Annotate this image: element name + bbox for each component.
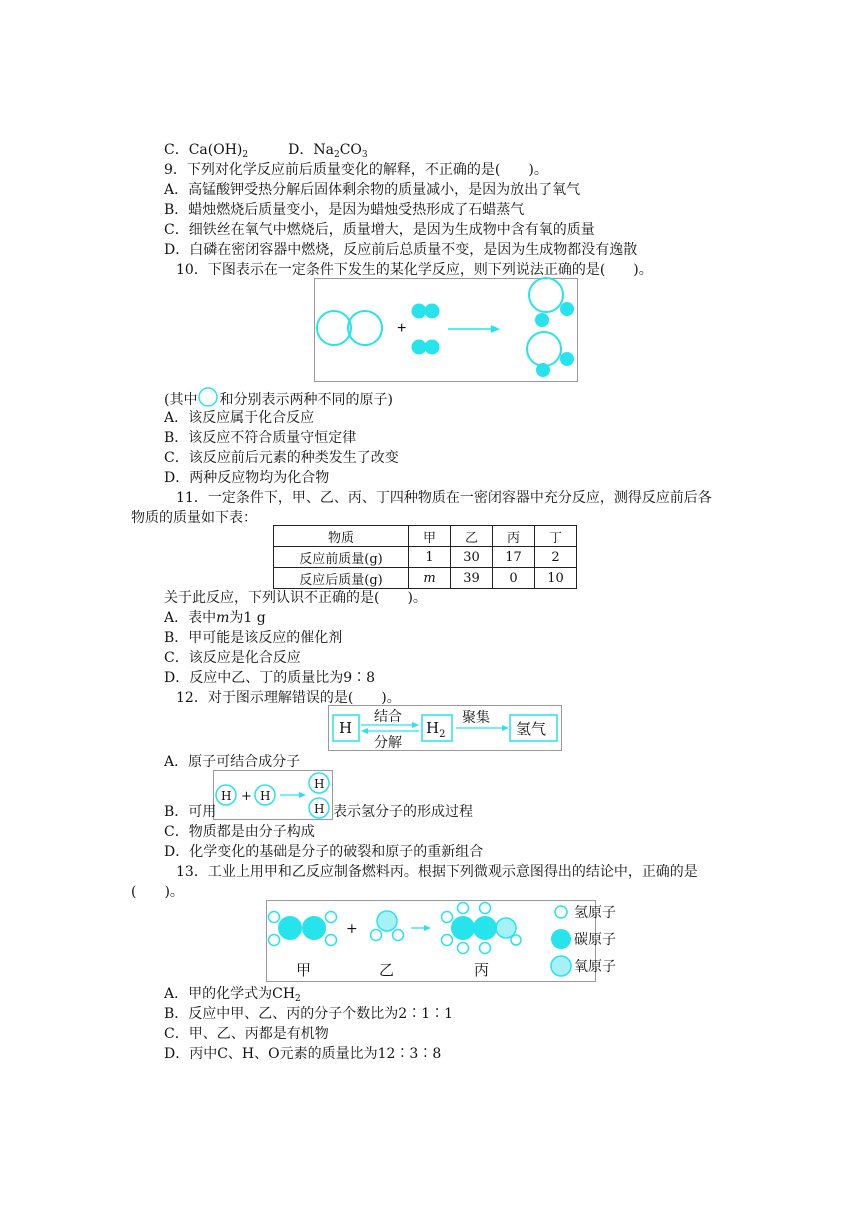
- hydrogen-legend-icon: [555, 906, 567, 918]
- q9-option-b: B．蜡烛燃烧后质量变小，是因为蜡烛受热形成了石蜡蒸气: [164, 202, 525, 218]
- q11-after: 关于此反应，下列认识不正确的是( )。: [164, 590, 427, 606]
- legend-hydrogen: 氢原子: [574, 905, 616, 921]
- hydrogen-atom: [371, 930, 382, 941]
- combine-label: 结合: [374, 709, 402, 725]
- small-atom: [412, 304, 427, 319]
- hydrogen-atom: [480, 903, 491, 914]
- product-small-atom: [536, 363, 550, 377]
- table-cell: 17: [493, 547, 535, 568]
- h-atom-label: H: [314, 777, 325, 791]
- hydrogen-atom: [511, 935, 521, 945]
- q12-hydrogen-diagram: [328, 705, 562, 751]
- carbon-atom: [302, 916, 326, 940]
- q13-micro-diagram: [266, 900, 616, 982]
- gather-label: 聚集: [462, 710, 490, 726]
- oxygen-legend-icon: [551, 956, 571, 976]
- oxygen-atom: [496, 918, 516, 938]
- q10-stem: 10．下图表示在一定条件下发生的某化学反应，则下列说法正确的是( )。: [176, 262, 653, 278]
- table-cell: 2: [535, 547, 577, 568]
- legend-carbon: 碳原子: [574, 932, 616, 948]
- table-cell: 反应前质量(g): [274, 547, 409, 568]
- q10-option-d: D．两种反应物均为化合物: [164, 470, 330, 486]
- q8-option-c: C．$Ca(OH)_2$: [164, 142, 249, 160]
- q12-option-b-post: 表示氢分子的形成过程: [333, 804, 473, 820]
- q10-option-a: A．该反应属于化合反应: [164, 410, 315, 426]
- label-jia: 甲: [296, 961, 312, 979]
- table-cell: 10: [535, 568, 577, 589]
- plus-sign: +: [397, 320, 407, 337]
- table-cell: 物质: [274, 526, 409, 547]
- carbon-atom: [278, 916, 302, 940]
- q10-option-b: B．该反应不符合质量守恒定律: [164, 430, 357, 446]
- q13-stem-2: ( )。: [131, 884, 184, 900]
- q12-option-d: D．化学变化的基础是分子的破裂和原子的重新组合: [164, 844, 484, 860]
- small-atom: [425, 304, 440, 319]
- q12-option-a: A．原子可结合成分子: [164, 754, 301, 770]
- table-cell: 甲: [409, 526, 451, 547]
- carbon-atom: [473, 916, 497, 940]
- q13-option-c: C．甲、乙、丙都是有机物: [164, 1026, 329, 1042]
- hydrogen-atom: [326, 935, 337, 946]
- hydrogen-atom: [269, 935, 280, 946]
- q13-stem-1: 13．工业上用甲和乙反应制备燃料丙。根据下列微观示意图得出的结论中，正确的是: [176, 864, 698, 880]
- q12-option-c: C．物质都是由分子构成: [164, 824, 315, 840]
- q12-option-b-pre: B．可用: [164, 804, 217, 820]
- hydrogen-atom: [458, 943, 469, 954]
- q10-reaction-diagram: [314, 278, 578, 382]
- hydrogen-gas-label: 氢气: [516, 720, 547, 738]
- q11-option-c: C．该反应是化合反应: [164, 650, 301, 666]
- q13-option-a: A．甲的化学式为$CH_2$: [164, 986, 301, 1004]
- table-cell: 1: [409, 547, 451, 568]
- q9-option-a: A．高锰酸钾受热分解后固体剩余物的质量减小，是因为放出了氧气: [164, 182, 581, 198]
- q11-option-a: A．表中m为1 g: [164, 610, 266, 626]
- q12-stem: 12．对于图示理解错误的是( )。: [176, 690, 401, 706]
- label-yi: 乙: [379, 961, 395, 979]
- plus-sign: +: [241, 789, 252, 804]
- table-cell: 反应后质量(g): [274, 568, 409, 589]
- h2-label: $H_2$: [426, 719, 446, 740]
- product-small-atom: [560, 352, 574, 366]
- q13-diagram-frame: [267, 901, 596, 982]
- q8-option-d: D．$Na_2CO_3$: [288, 142, 368, 160]
- table-cell: 丙: [493, 526, 535, 547]
- q13-option-d: D．丙中C、H、O元素的质量比为12∶3∶8: [164, 1046, 442, 1062]
- q11-stem-1: 11．一定条件下，甲、乙、丙、丁四种物质在一密闭容器中充分反应，测得反应前后各: [176, 490, 712, 506]
- table-cell: 30: [451, 547, 493, 568]
- table-cell: 乙: [451, 526, 493, 547]
- hydrogen-atom: [326, 912, 337, 923]
- hydrogen-atom: [442, 912, 453, 923]
- q9-option-d: D．白磷在密闭容器中燃烧，反应前后总质量不变，是因为生成物都没有逸散: [164, 242, 638, 258]
- table-cell: 39: [451, 568, 493, 589]
- hydrogen-atom: [442, 935, 453, 946]
- small-atom: [412, 340, 427, 355]
- q12-b-diagram: [213, 770, 333, 820]
- table-row: [274, 547, 577, 568]
- h-atom-label: H: [339, 719, 353, 737]
- product-small-atom: [560, 302, 574, 316]
- plus-sign: +: [346, 921, 358, 937]
- h-atom-label: H: [314, 802, 325, 816]
- hydrogen-atom: [269, 912, 280, 923]
- table-row: [274, 568, 577, 589]
- table-cell: 0: [493, 568, 535, 589]
- q10-option-c: C．该反应前后元素的种类发生了改变: [164, 450, 399, 466]
- q11-option-b: B．甲可能是该反应的催化剂: [164, 630, 343, 646]
- q10-note: (其中 和分别表示两种不同的原子): [164, 389, 393, 409]
- decompose-label: 分解: [374, 735, 402, 751]
- q13-option-b: B．反应中甲、乙、丙的分子个数比为2∶1∶1: [164, 1006, 454, 1022]
- q11-option-d: D．反应中乙、丁的质量比为9∶8: [164, 670, 376, 686]
- hydrogen-atom: [480, 943, 491, 954]
- label-bing: 丙: [474, 961, 490, 979]
- small-atom: [425, 340, 440, 355]
- table-header-row: [274, 526, 577, 547]
- carbon-legend-icon: [551, 929, 571, 949]
- q9-option-c: C．细铁丝在氧气中燃烧后，质量增大，是因为生成物中含有氧的质量: [164, 222, 595, 238]
- oxygen-atom: [377, 911, 397, 931]
- q11-stem-2: 物质的质量如下表：: [131, 510, 257, 526]
- product-small-atom: [535, 313, 549, 327]
- carbon-atom: [451, 916, 475, 940]
- hydrogen-atom: [458, 903, 469, 914]
- q11-mass-table: [273, 525, 577, 589]
- table-cell: 丁: [535, 526, 577, 547]
- hydrogen-atom: [393, 930, 404, 941]
- h-atom-label: H: [221, 789, 232, 803]
- h-atom-label: H: [260, 789, 271, 803]
- large-atom-legend-icon: [197, 389, 219, 407]
- legend-oxygen: 氧原子: [574, 959, 616, 975]
- q9-stem: 9．下列对化学反应前后质量变化的解释，不正确的是( )。: [164, 162, 548, 178]
- table-cell: m: [409, 568, 451, 589]
